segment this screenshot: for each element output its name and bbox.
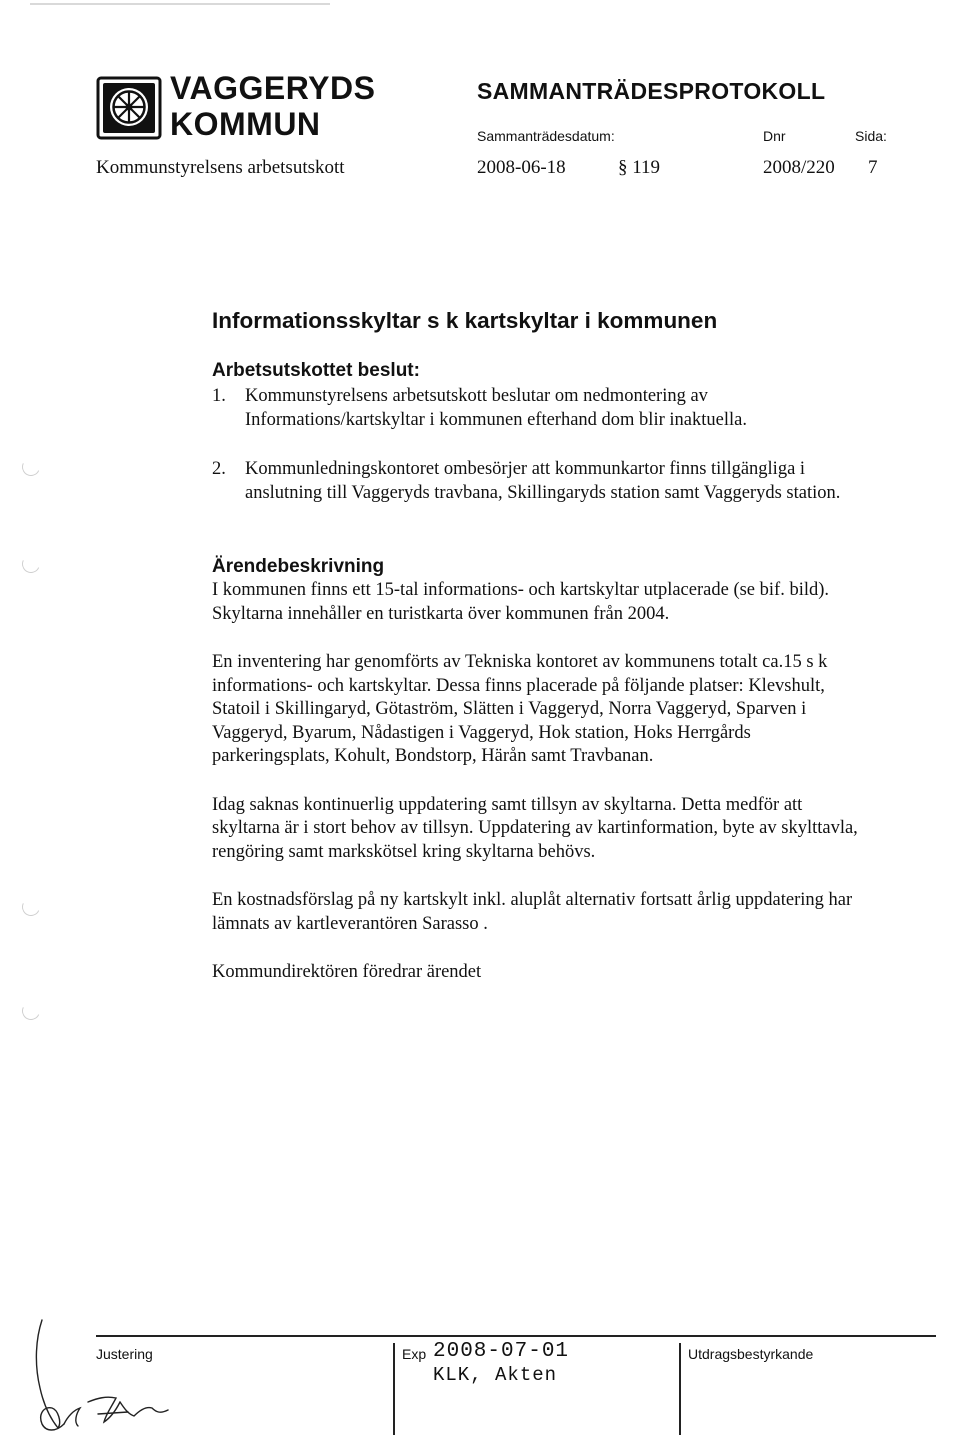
list-item-number: 1. [212,386,226,406]
municipality-name-line1: VAGGERYDS [170,70,376,106]
page-number: 7 [868,157,878,178]
paragraph: En kostnadsförslag på ny kartskylt inkl. aluplåt alternativ fortsatt årlig uppdatering har lämnats av kartleverantören Sarasso . [212,890,853,934]
handwritten-signature [28,1318,198,1436]
list-item-text: Kommunstyrelsens arbetsutskott beslutar om nedmontering av Informations/kartskyltar i kommunen efterhand dom blir inaktuella. [245,386,747,430]
paragraph: Idag saknas kontinuerlig uppdatering samt tillsyn av skyltarna. Detta medför att skyltarna är i stort behov av tillsyn. Uppdatering av kartinformation, byte av skylttavla, rengöring samt markskötsel kring skyltarna behövs. [212,794,858,862]
decision-heading: Arbetsutskottet beslut: [212,360,420,381]
paragraph: I kommunen finns ett 15-tal informations- och kartskyltar utplacerade (se bif. bild). Skyltarna innehåller en turistkarta över kommunen från 2004. [212,580,830,624]
list-item [212,385,872,432]
paragraph: En inventering har genomförts av Tekniska kontoret av kommunens totalt ca.15 s k informations- och kartskyltar. Dessa finns placerade på följande platser: Klevshult, Statoil i Skillingaryd, Götaström, Slätten i Vaggeryd, Norra Vaggeryd, Sparven i Vaggeryd, Byarum, Nådastigen i Vaggeryd, Hok station, Hoks Herrgårds parkeringsplats, Kohult, Bondstorp, Härån samt Travbanan. [212,652,828,766]
label-justering: Justering [96,1346,153,1362]
page-title: Informationsskyltar s k kartskyltar i kommunen [212,308,718,333]
list-item [212,458,872,505]
description-heading: Ärendebeskrivning [212,556,385,577]
paragraph: Kommundirektören föredrar ärendet [212,962,482,982]
punch-hole-mark [19,999,42,1022]
exp-stamp-date: 2008-07-01 [433,1340,570,1363]
municipal-seal-icon [96,76,162,140]
list-item-number: 2. [212,459,226,479]
punch-hole-mark [19,552,42,575]
document-type-title: SAMMANTRÄDESPROTOKOLL [477,78,826,104]
description-body [212,579,872,1010]
dnr-number: 2008/220 [763,157,835,178]
label-page: Sida: [855,128,887,144]
punch-hole-mark [19,895,42,918]
footer-column-divider [393,1343,395,1435]
footer-column-divider [679,1343,681,1435]
scan-artifact-line [30,3,330,5]
meeting-date: 2008-06-18 [477,157,566,178]
label-meeting-date: Sammanträdesdatum: [477,128,615,144]
label-utdragsbestyrkande: Utdragsbestyrkande [688,1346,814,1362]
organization-name: Kommunstyrelsens arbetsutskott [96,157,345,178]
exp-stamp-recipients: KLK, Akten [433,1364,558,1386]
punch-hole-mark [19,455,42,478]
decision-list [212,385,872,531]
label-dnr: Dnr [763,128,786,144]
municipality-name-line2: KOMMUN [170,106,321,142]
label-exp: Exp [402,1346,427,1362]
list-item-text: Kommunledningskontoret ombesörjer att kommunkartor finns tillgängliga i anslutning till Vaggeryds travbana, Skillingaryds station samt Vaggeryds station. [245,459,841,503]
footer-divider [96,1335,936,1337]
paragraph-number: § 119 [618,157,661,178]
